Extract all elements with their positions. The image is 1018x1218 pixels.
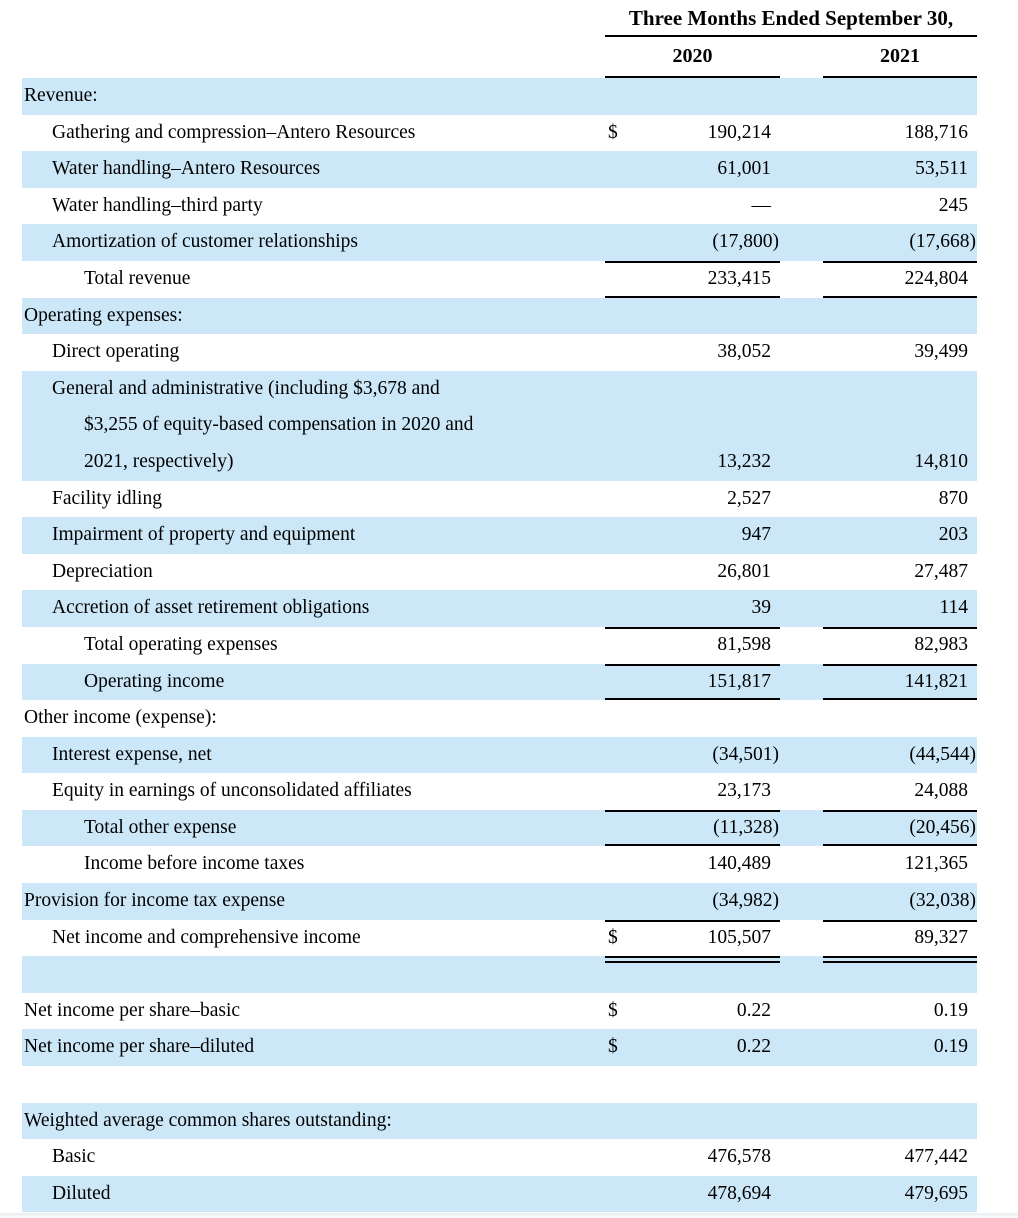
column-gap: [780, 664, 823, 701]
value-2020: $ 190,214: [605, 115, 780, 152]
row-label: Total operating expenses: [84, 633, 278, 655]
column-gap: [780, 993, 823, 1030]
spacer-row: [22, 1066, 977, 1103]
row-label: Impairment of property and equipment: [52, 524, 356, 546]
row-label: Water handling–Antero Resources: [52, 158, 321, 180]
table-row: [22, 920, 977, 957]
value-2021: 53,511: [915, 158, 968, 180]
row-label: Weighted average common shares outstanding:: [24, 1109, 392, 1131]
value-2021: (20,456): [823, 810, 977, 847]
column-gap: [780, 78, 823, 115]
value-2020: [605, 700, 780, 737]
value-2021: [823, 700, 977, 737]
value-2020: $ 0.22: [605, 993, 780, 1030]
column-gap: [780, 481, 823, 518]
row-label: Operating expenses:: [24, 304, 183, 326]
value-2021: 479,695: [904, 1182, 968, 1204]
row-label: Water handling–third party: [52, 194, 263, 216]
value-2021: [823, 298, 977, 335]
bottom-edge-shadow: [0, 1213, 1018, 1218]
value-2020: 2,527: [727, 487, 771, 509]
column-gap: [780, 37, 823, 78]
table-row: [22, 773, 977, 810]
table-row: [22, 115, 977, 152]
value-2020: 13,232: [717, 450, 771, 472]
row-label: Interest expense, net: [52, 743, 212, 765]
period-title: Three Months Ended September 30,: [605, 0, 977, 37]
table-row: [22, 627, 977, 664]
table-row: [22, 188, 977, 225]
column-gap: [780, 188, 823, 225]
row-label: Revenue:: [24, 85, 98, 106]
row-label: Gathering and compression–Antero Resources: [52, 121, 416, 143]
value-2020: 26,801: [717, 560, 771, 582]
column-gap: [780, 846, 823, 883]
column-gap: [780, 590, 823, 627]
year-column-2020: 2020: [605, 37, 780, 78]
table-row: [22, 517, 977, 554]
value-2020: (34,982): [712, 890, 779, 912]
row-label: Net income per share–basic: [24, 999, 241, 1021]
value-2021: 203: [938, 524, 968, 546]
value-2020: 38,052: [717, 341, 771, 363]
column-gap: [780, 517, 823, 554]
row-label: Basic: [52, 1146, 96, 1168]
value-2020: 23,173: [717, 780, 771, 802]
value-2020: $ 105,507: [605, 920, 780, 957]
value-2020: [605, 298, 780, 335]
row-label: Net income per share–diluted: [24, 1036, 255, 1058]
table-row: [22, 1029, 977, 1066]
value-2021: 188,716: [904, 121, 968, 143]
column-gap: [780, 261, 823, 298]
value-2021: 141,821: [823, 664, 977, 701]
row-label: Net income and comprehensive income: [52, 926, 361, 948]
table-header: [605, 0, 977, 78]
table-row: [22, 261, 977, 298]
column-gap: [780, 1103, 823, 1140]
value-2021: 0.19: [933, 999, 968, 1021]
table-row: [22, 371, 977, 481]
row-label: Operating income: [84, 670, 225, 692]
table-row: [22, 993, 977, 1030]
column-gap: [780, 151, 823, 188]
value-2021: 27,487: [914, 560, 968, 582]
value-2020: 61,001: [717, 158, 771, 180]
table-row: [22, 151, 977, 188]
column-gap: [780, 810, 823, 847]
column-gap: [780, 920, 823, 957]
row-label: Facility idling: [52, 487, 162, 509]
table-row: [22, 846, 977, 883]
table-row: [22, 298, 977, 335]
table-row: [22, 481, 977, 518]
column-gap: [780, 883, 823, 920]
value-2020: 947: [741, 524, 771, 546]
value-2021: 39,499: [914, 341, 968, 363]
table-row: [22, 590, 977, 627]
row-label: Other income (expense):: [24, 707, 217, 729]
row-label: Total other expense: [84, 816, 237, 838]
column-gap: [780, 1029, 823, 1066]
value-2021: 0.19: [933, 1036, 968, 1058]
row-label: Direct operating: [52, 341, 180, 363]
value-2020: 81,598: [605, 627, 780, 664]
value-2021: (44,544): [909, 743, 976, 765]
table-row: [22, 1103, 977, 1140]
row-label: Total revenue: [84, 267, 191, 289]
row-label: General and administrative (including $3,678 and $3,255 of equity-based compensation in 2020 and 2021, respectively): [52, 377, 474, 472]
value-2021: (32,038): [909, 890, 976, 912]
value-2020: (34,501): [712, 743, 779, 765]
row-label: Amortization of customer relationships: [52, 231, 358, 253]
year-columns: [605, 37, 977, 78]
table-row: [22, 810, 977, 847]
column-gap: [780, 627, 823, 664]
column-gap: [780, 700, 823, 737]
value-2020: (11,328): [605, 810, 780, 847]
value-2021: 24,088: [914, 780, 968, 802]
table-row: [22, 737, 977, 774]
value-2021: 477,442: [904, 1146, 968, 1168]
value-2020: 476,578: [707, 1146, 771, 1168]
row-label: Provision for income tax expense: [24, 890, 286, 912]
row-label: Diluted: [52, 1182, 111, 1204]
column-gap: [780, 1176, 823, 1213]
value-2020: 151,817: [605, 664, 780, 701]
value-2021: [823, 78, 977, 115]
dollar-sign: $: [608, 926, 618, 948]
column-gap: [780, 554, 823, 591]
year-column-2021: 2021: [823, 37, 977, 78]
table-row: [22, 883, 977, 920]
value-2020: —: [751, 194, 771, 216]
value-2020: 140,489: [707, 853, 771, 875]
value-2020: 478,694: [707, 1182, 771, 1204]
column-gap: [780, 298, 823, 335]
row-label: Accretion of asset retirement obligations: [52, 597, 370, 619]
table-row: [22, 334, 977, 371]
value-2021: 121,365: [904, 853, 968, 875]
column-gap: [780, 224, 823, 261]
value-2020: 39: [751, 597, 771, 619]
column-gap: [780, 371, 823, 481]
row-label: Equity in earnings of unconsolidated affiliates: [52, 780, 412, 802]
value-2021: 870: [938, 487, 968, 509]
value-2021: (17,668): [909, 231, 976, 253]
value-2020: [605, 78, 780, 115]
column-gap: [780, 737, 823, 774]
value-2021: [823, 1103, 977, 1140]
value-2021: 89,327: [823, 920, 977, 957]
value-2020: [605, 1103, 780, 1140]
column-gap: [780, 334, 823, 371]
dollar-sign: $: [608, 121, 618, 143]
table-row: [22, 1176, 977, 1213]
value-2021: 82,983: [823, 627, 977, 664]
row-label: Income before income taxes: [84, 853, 305, 875]
column-gap: [780, 115, 823, 152]
value-2021: 245: [938, 194, 968, 216]
table-row: [22, 1139, 977, 1176]
column-gap: [780, 773, 823, 810]
table-row: [22, 224, 977, 261]
dollar-sign: $: [608, 1036, 618, 1058]
value-2021: 224,804: [823, 261, 977, 298]
value-2021: 114: [939, 597, 968, 619]
row-label: Depreciation: [52, 560, 153, 582]
table-row: [22, 554, 977, 591]
value-2020: (17,800): [712, 231, 779, 253]
value-2020: 233,415: [605, 261, 780, 298]
value-2021: 14,810: [914, 450, 968, 472]
table-row: [22, 78, 977, 115]
column-gap: [780, 1139, 823, 1176]
table-row: [22, 700, 977, 737]
table-row: [22, 664, 977, 701]
value-2020: $ 0.22: [605, 1029, 780, 1066]
dollar-sign: $: [608, 999, 618, 1021]
statement-rows: [0, 78, 1018, 1212]
